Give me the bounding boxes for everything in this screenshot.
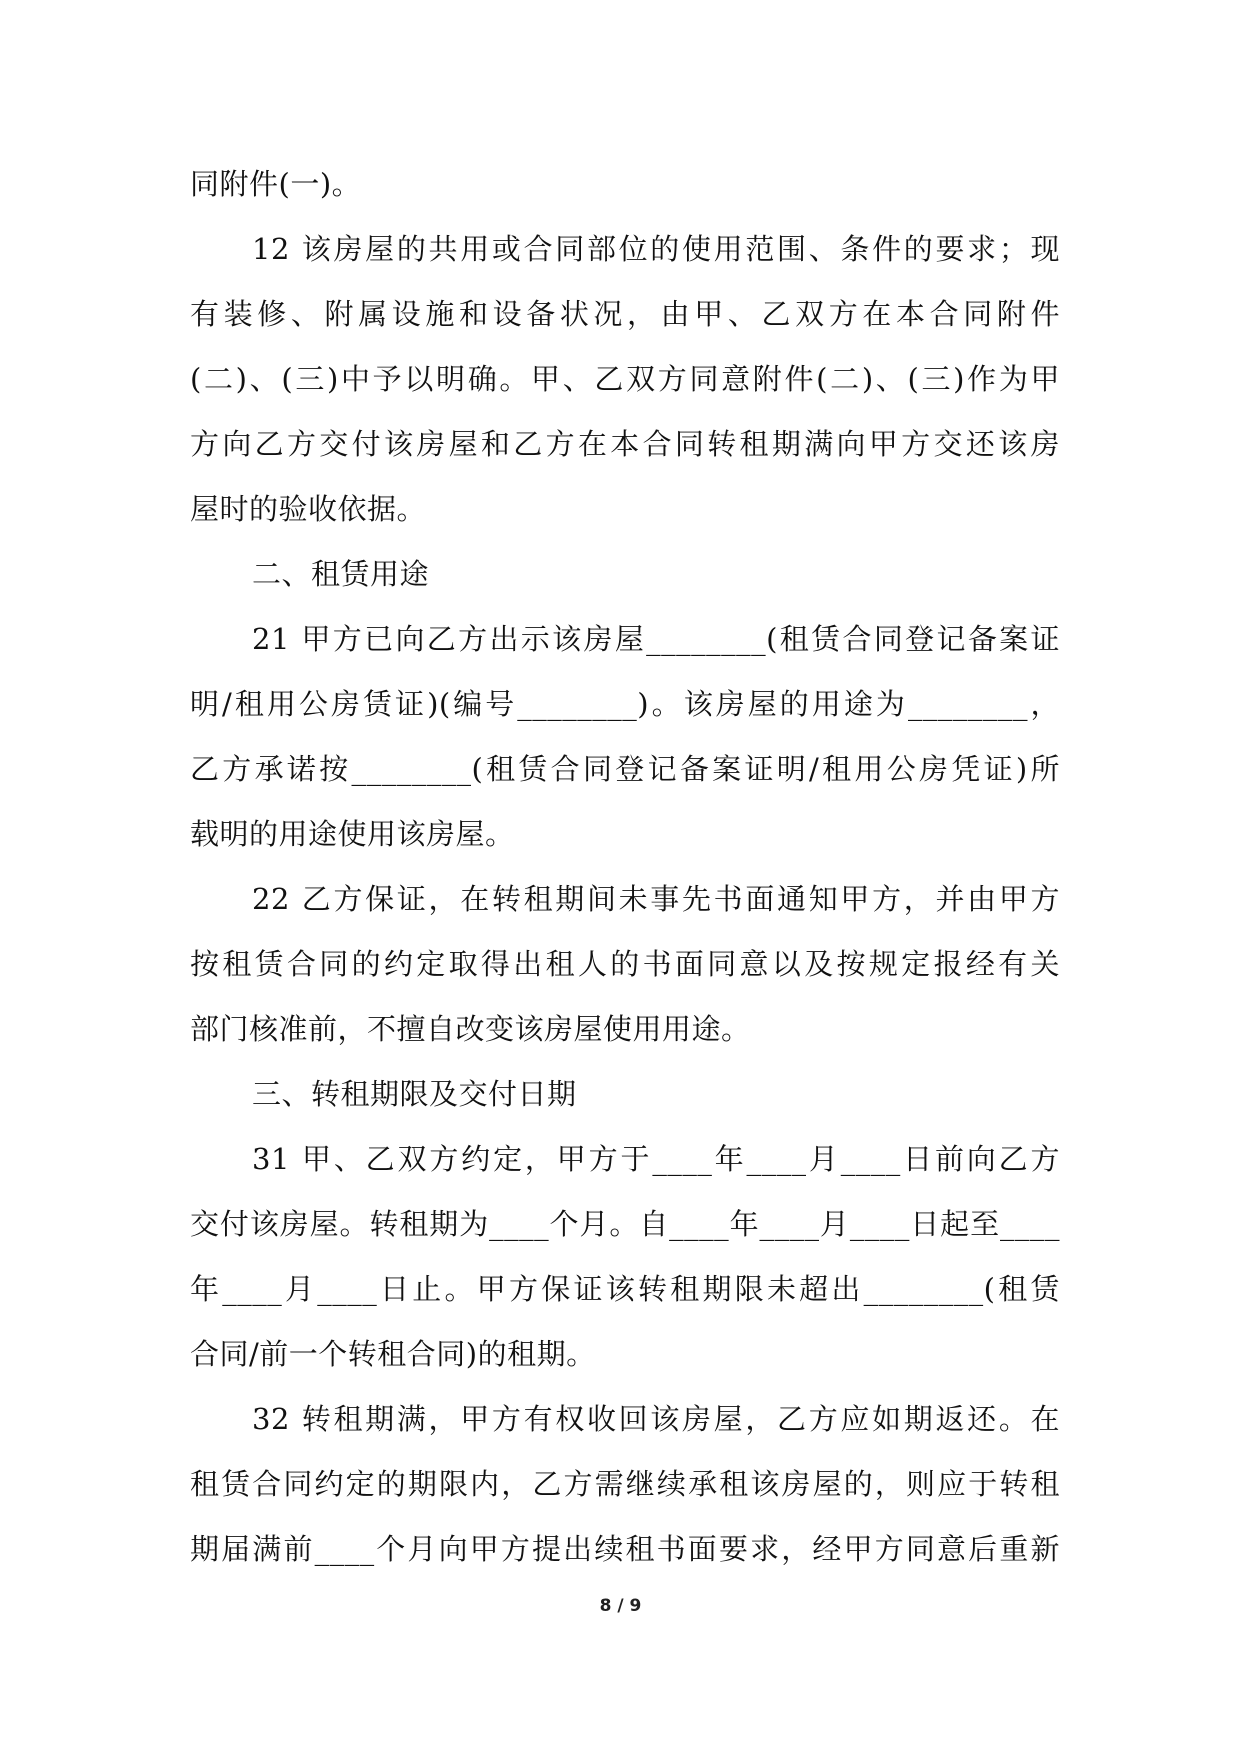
text-line: 12 该房屋的共用或合同部位的使用范围、条件的要求；现: [252, 232, 1060, 266]
text-line: 交付该房屋。转租期为____个月。自____年____月____日起至____: [190, 1207, 1060, 1241]
text-line: 31 甲、乙双方约定，甲方于____年____月____日前向乙方: [252, 1142, 1060, 1176]
text-line: 乙方承诺按________(租赁合同登记备案证明/租用公房凭证)所: [190, 752, 1060, 786]
text-line: 屋时的验收依据。: [190, 492, 427, 526]
text-line: 有装修、附属设施和设备状况，由甲、乙双方在本合同附件: [190, 297, 1060, 331]
text-line: 同附件(一)。: [190, 167, 362, 201]
text-line: 方向乙方交付该房屋和乙方在本合同转租期满向甲方交还该房: [190, 427, 1060, 461]
section-heading: 三、转租期限及交付日期: [252, 1077, 577, 1111]
page-number: 8 / 9: [599, 1596, 642, 1616]
text-line: 32 转租期满，甲方有权收回该房屋，乙方应如期返还。在: [252, 1402, 1060, 1436]
section-heading: 二、租赁用途: [252, 557, 430, 591]
text-line: 合同/前一个转租合同)的租期。: [190, 1337, 596, 1371]
text-line: 租赁合同约定的期限内，乙方需继续承租该房屋的，则应于转租: [190, 1467, 1060, 1501]
text-line: 载明的用途使用该房屋。: [190, 817, 515, 851]
text-line: 明/租用公房赁证)(编号________)。该房屋的用途为________，: [190, 687, 1060, 721]
text-line: 期届满前____个月向甲方提出续租书面要求，经甲方同意后重新: [190, 1532, 1060, 1566]
text-line: 按租赁合同的约定取得出租人的书面同意以及按规定报经有关: [190, 947, 1060, 981]
text-line: 21 甲方已向乙方出示该房屋________(租赁合同登记备案证: [252, 622, 1060, 656]
text-line: 年____月____日止。甲方保证该转租期限未超出________(租赁: [190, 1272, 1060, 1306]
text-line: (二)、(三)中予以明确。甲、乙双方同意附件(二)、(三)作为甲: [190, 362, 1060, 396]
text-line: 22 乙方保证，在转租期间未事先书面通知甲方，并由甲方: [252, 882, 1060, 916]
text-line: 部门核准前，不擅自改变该房屋使用用途。: [190, 1012, 751, 1046]
